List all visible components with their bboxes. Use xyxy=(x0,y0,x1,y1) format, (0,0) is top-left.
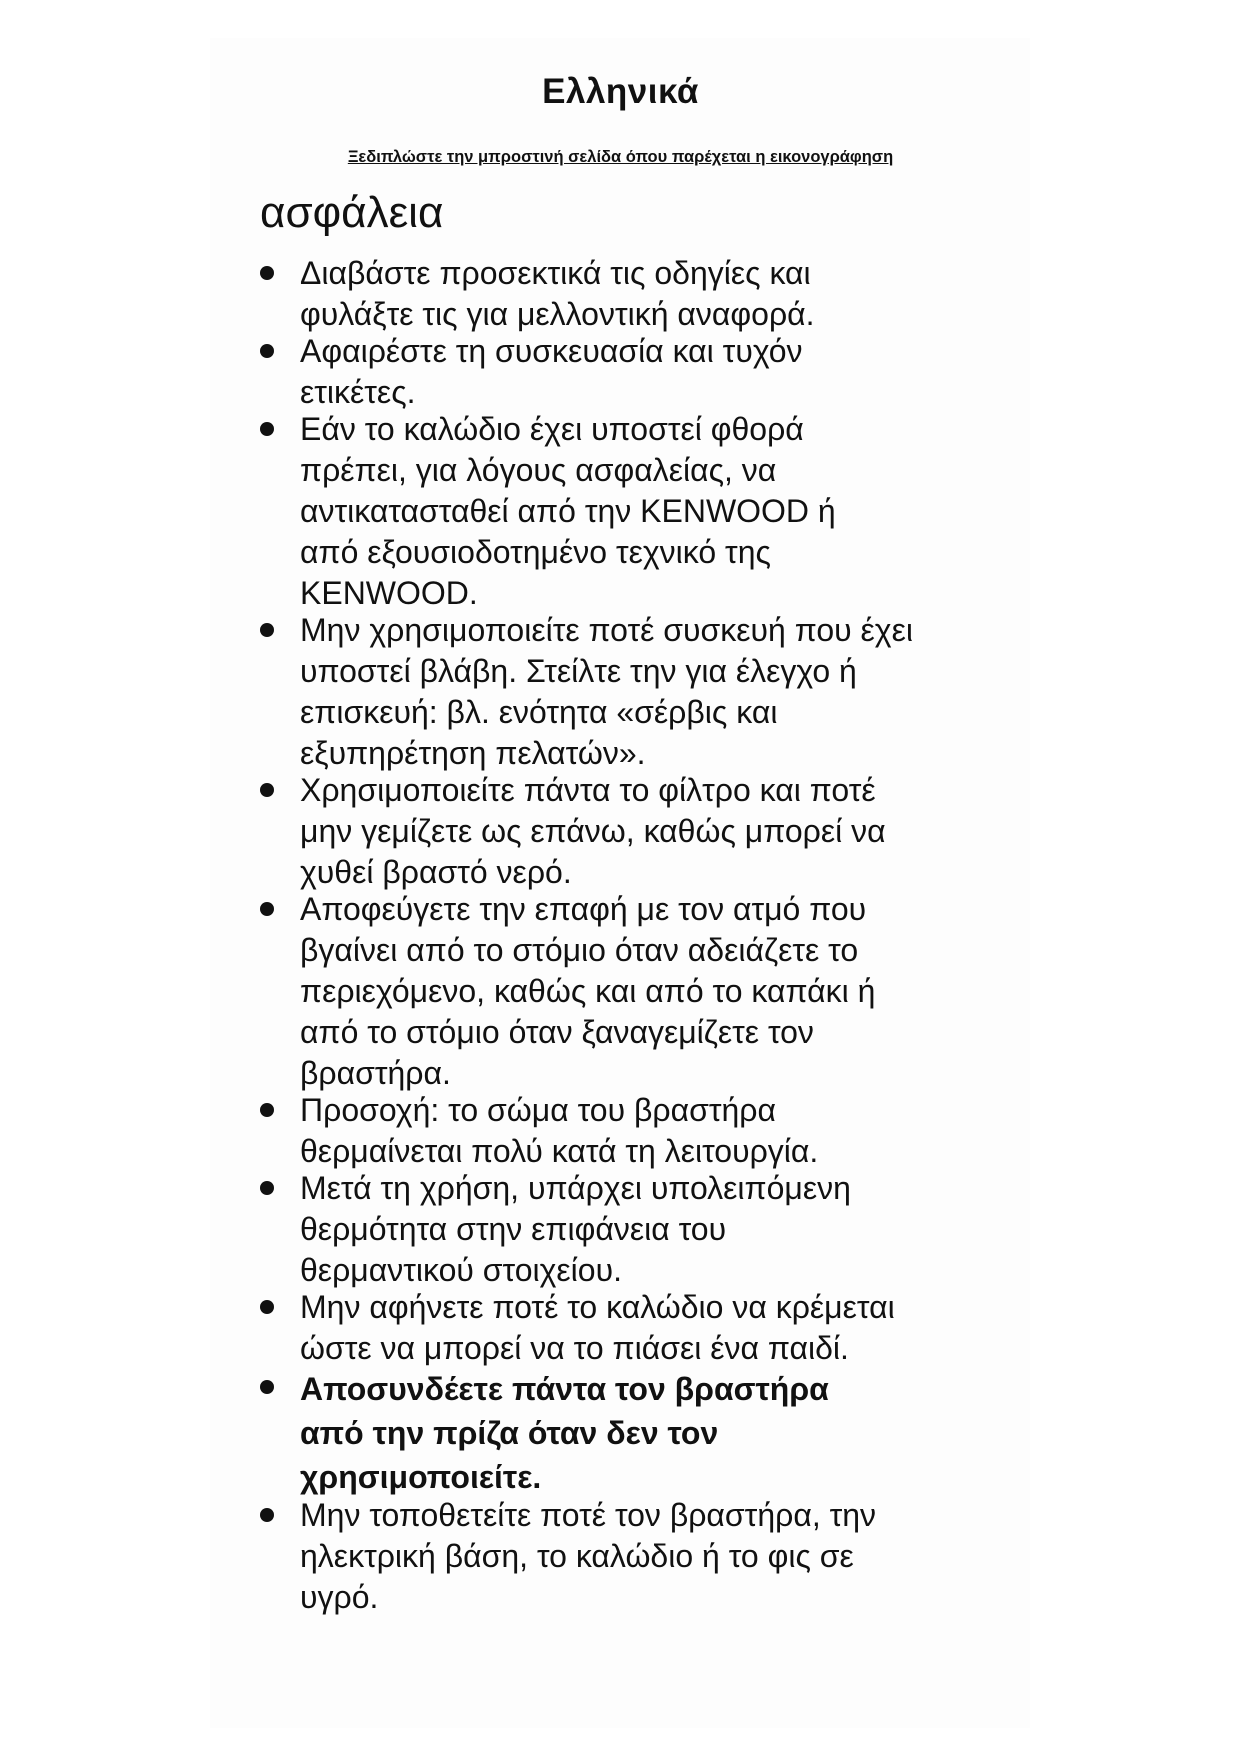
safety-item-text: Αφαιρέστε τη συσκευασία και τυχόν ετικέτες. xyxy=(300,333,803,410)
bullet-icon xyxy=(260,783,274,797)
safety-item-text: Μην τοποθετείτε ποτέ τον βραστήρα, την ηλεκτρική βάση, το καλώδιο ή το φις σε υγρό. xyxy=(300,1497,877,1615)
safety-item-residual-heat xyxy=(258,1168,1018,1291)
safety-item-text: Αποσυνδέετε πάντα τον βραστήρα από την πρίζα όταν δεν τον χρησιμοποιείτε. xyxy=(300,1371,829,1495)
bullet-icon xyxy=(260,266,274,280)
safety-item-text: Προσοχή: το σώμα του βραστήρα θερμαίνεται πολύ κατά τη λειτουργία. xyxy=(300,1092,819,1169)
safety-item-text: Μην αφήνετε ποτέ το καλώδιο να κρέμεται ώστε να μπορεί να το πιάσει ένα παιδί. xyxy=(300,1289,895,1366)
unfold-illustration-note: Ξεδιπλώστε την μπροστινή σελίδα όπου παρέχεται η εικονογράφηση xyxy=(347,148,894,166)
safety-item-damaged-cord xyxy=(258,409,1018,614)
safety-item-no-liquid xyxy=(258,1495,1018,1618)
bullet-icon xyxy=(260,344,274,358)
safety-item-hot-body xyxy=(258,1090,1018,1172)
safety-item-remove-packaging xyxy=(258,331,1018,413)
bullet-icon xyxy=(260,1181,274,1195)
safety-item-avoid-steam xyxy=(258,889,1018,1094)
safety-item-read-instructions xyxy=(258,253,1018,335)
safety-item-damaged-appliance xyxy=(258,610,1018,774)
bullet-icon xyxy=(260,623,274,637)
language-heading: Ελληνικά xyxy=(542,72,699,111)
safety-item-text: Διαβάστε προσεκτικά τις οδηγίες και φυλάξτε τις για μελλοντική αναφορά. xyxy=(300,255,815,332)
bullet-icon xyxy=(260,422,274,436)
safety-item-text: Αποφεύγετε την επαφή με τον ατμό που βγαίνει από το στόμιο όταν αδειάζετε το περιεχόμενο, καθώς και από το καπάκι ή από το στόμιο όταν ξαναγεμίζετε τον βραστήρα. xyxy=(300,891,876,1091)
safety-list xyxy=(258,253,1018,1618)
safety-section-title: ασφάλεια xyxy=(260,188,444,237)
safety-item-text: Χρησιμοποιείτε πάντα το φίλτρο και ποτέ μην γεμίζετε ως επάνω, καθώς μπορεί να χυθεί βραστό νερό. xyxy=(300,772,886,890)
bullet-icon xyxy=(260,1508,274,1522)
safety-item-use-filter xyxy=(258,770,1018,893)
bullet-icon xyxy=(260,1300,274,1314)
safety-item-text: Μην χρησιμοποιείτε ποτέ συσκευή που έχει υποστεί βλάβη. Στείλτε την για έλεγχο ή επισκευή: βλ. ενότητα «σέρβις και εξυπηρέτηση πελατών». xyxy=(300,612,913,771)
bullet-icon xyxy=(260,902,274,916)
safety-item-cord-hanging xyxy=(258,1287,1018,1369)
bullet-icon xyxy=(260,1380,274,1394)
safety-item-text: Μετά τη χρήση, υπάρχει υπολειπόμενη θερμότητα στην επιφάνεια του θερμαντικού στοιχείου. xyxy=(300,1170,851,1288)
safety-item-unplug-kettle xyxy=(258,1367,1018,1499)
bullet-icon xyxy=(260,1103,274,1117)
safety-item-text: Εάν το καλώδιο έχει υποστεί φθορά πρέπει, για λόγους ασφαλείας, να αντικατασταθεί από την KENWOOD ή από εξουσιοδοτημένο τεχνικό της KENWOOD. xyxy=(300,411,836,611)
